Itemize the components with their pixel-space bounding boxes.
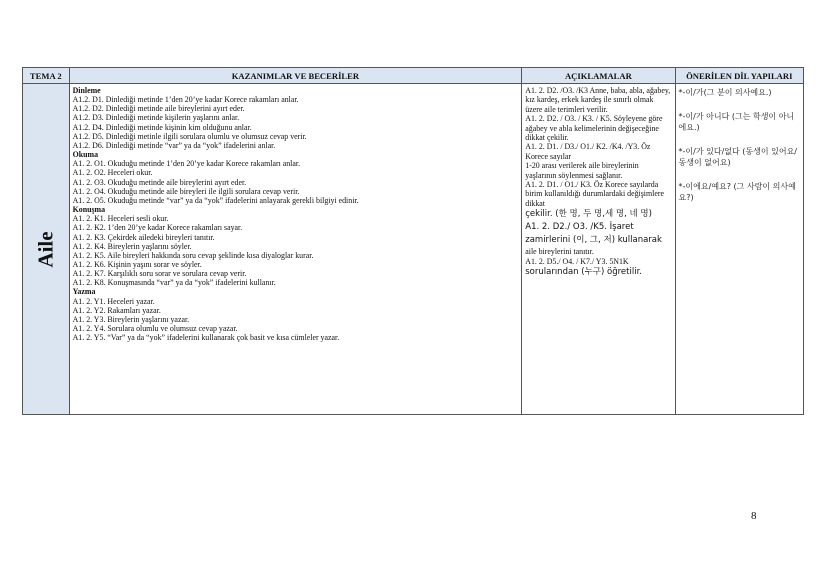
list-item: A1. 2. Y4. Sorulara olumlu ve olumsuz cevap yazar. [72, 324, 238, 334]
list-item: A1. 2. O2. Heceleri okur. [72, 168, 153, 178]
explanation-text: A1. 2. D1. / D3./ O1./ K2. /K4. /Y3. Öz Korece sayılar [525, 142, 651, 161]
list-item: A1. 2. O4. Okuduğu metinde aile bireyleri ile ilgili sorulara cevap verir. [72, 186, 300, 196]
list-item: A1. 2. O5. Okuduğu metinde “var” ya da “yok” ifadelerini anlayarak gerekli bilgiyi edinir. [72, 195, 359, 205]
explanation-text: A1. 2. D2./ O3. /K5. İşaret [525, 222, 634, 233]
list-item: A1.2. D2. Dinlediği metinde aile bireylerini ayırt eder. [72, 104, 245, 114]
header-row [23, 68, 804, 84]
explanation-text: sorularından (누구) öğretilir. [525, 267, 642, 278]
table-row [23, 84, 804, 415]
list-item: A1. 2. Y5. “Var” ya da “yok” ifadelerini kullanarak çok basit ve kısa cümleler yazar. [72, 333, 340, 343]
explanation-text: aile bireylerini tanıtır. [525, 247, 594, 257]
header-onerilen: ÖNERİLEN DİL YAPILARI [675, 68, 803, 84]
list-item: A1. 2. Y2. Rakamları yazar. [72, 305, 161, 315]
theme-cell [23, 84, 70, 415]
list-item: A1.2. D5. Dinlediği metinle ilgili sorulara olumlu ve olumsuz cevap verir. [72, 131, 307, 141]
section-heading: Dinleme [72, 86, 101, 95]
explanation-text: zamirlerini (이, 그, 저) kullanarak [525, 235, 662, 246]
language-structure: *-이/가 아니다 (그는 학생이 아니에요.) [678, 112, 795, 132]
list-item: A1. 2. K1. Heceleri sesli okur. [72, 214, 169, 224]
list-item: A1. 2. K2. 1’den 20’ye kadar Korece rakamları sayar. [72, 223, 243, 233]
aciklamalar-cell [522, 84, 675, 415]
language-structure: *-이/가(그 분이 의사예요.) [678, 88, 772, 97]
header-kazanimlar: KAZANIMLAR VE BECERİLER [69, 68, 522, 84]
list-item: A1.2. D4. Dinlediği metinde kişinin kim olduğunu anlar. [72, 122, 252, 132]
list-item: A1. 2. K3. Çekirdek ailedeki bireyleri tanıtır. [72, 232, 215, 242]
list-item: A1. 2. Y3. Bireylerin yaşlarını yazar. [72, 314, 190, 324]
list-item: A1. 2. K4. Bireylerin yaşlarını söyler. [72, 241, 192, 251]
page-number: 8 [751, 510, 757, 522]
explanation-text: A1. 2. D2. /O3. /K3 Anne, baba, abla, ağabey, kız kardeş, erkek kardeş ile sınırlı olmak üzere aile terimleri verilir. [525, 86, 671, 114]
kazanimlar-cell [69, 84, 522, 415]
section-heading: Okuma [72, 150, 99, 160]
curriculum-table [22, 67, 804, 415]
list-item: A1.2. D3. Dinlediği metinde kişilerin yaşlarını anlar. [72, 113, 240, 123]
section-heading: Konuşma [72, 205, 106, 215]
list-item: A1. 2. K8. Konuşmasında “var” ya da “yok” ifadelerini kullanır. [72, 278, 276, 288]
header-aciklamalar: AÇIKLAMALAR [522, 68, 675, 84]
list-item: A1.2. D1. Dinlediği metinde 1’den 20’ye kadar Korece rakamları anlar. [72, 95, 299, 105]
explanation-text: A1. 2. D1. / O1./ K3. Öz Korece sayılarda birim kullanıldığı durumlardaki değişimlere dikkat [525, 180, 664, 208]
list-item: A1.2. D6. Dinlediği metinde “var” ya da “yok” ifadelerini anlar. [72, 140, 276, 150]
list-item: A1. 2. Y1. Heceleri yazar. [72, 296, 155, 306]
list-item: A1. 2. O1. Okuduğu metinde 1’den 20’ye kadar Korece rakamları anlar. [72, 159, 301, 169]
list-item: A1. 2. K6. Kişinin yaşını sorar ve söyler. [72, 259, 202, 269]
onerilen-cell [675, 84, 803, 415]
theme-label: Aile [33, 230, 58, 268]
language-structure: *-이에요/예요? (그 사람이 의사예요?) [678, 182, 796, 202]
header-tema: TEMA 2 [23, 68, 70, 84]
explanation-text: A1. 2. D5./ O4. / K7./ Y3. 5N1K [525, 256, 629, 266]
explanation-text: A1. 2. D2. / O3. / K3. / K5. Söyleyene göre ağabey ve abla kelimelerinin değişeceğine dikkat çekilir. [525, 114, 663, 143]
section-heading: Yazma [72, 287, 96, 297]
explanation-text: çekilir. (한 명, 두 명,세 명, 네 명) [525, 209, 652, 220]
list-item: A1. 2. K7. Karşılıklı soru sorar ve sorulara cevap verir. [72, 269, 247, 279]
language-structure: *-이/가 있다/없다 (동생이 있어요/동생이 없어요) [678, 147, 798, 167]
list-item: A1. 2. O3. Okuduğu metinde aile bireylerini ayırt eder. [72, 177, 247, 187]
explanation-text: 1-20 arası verilerek aile bireylerinin yaşlarının söylenmesi sağlanır. [525, 161, 639, 180]
list-item: A1. 2. K5. Aile bireyleri hakkında soru cevap şeklinde kısa diyaloglar kurar. [72, 250, 314, 260]
